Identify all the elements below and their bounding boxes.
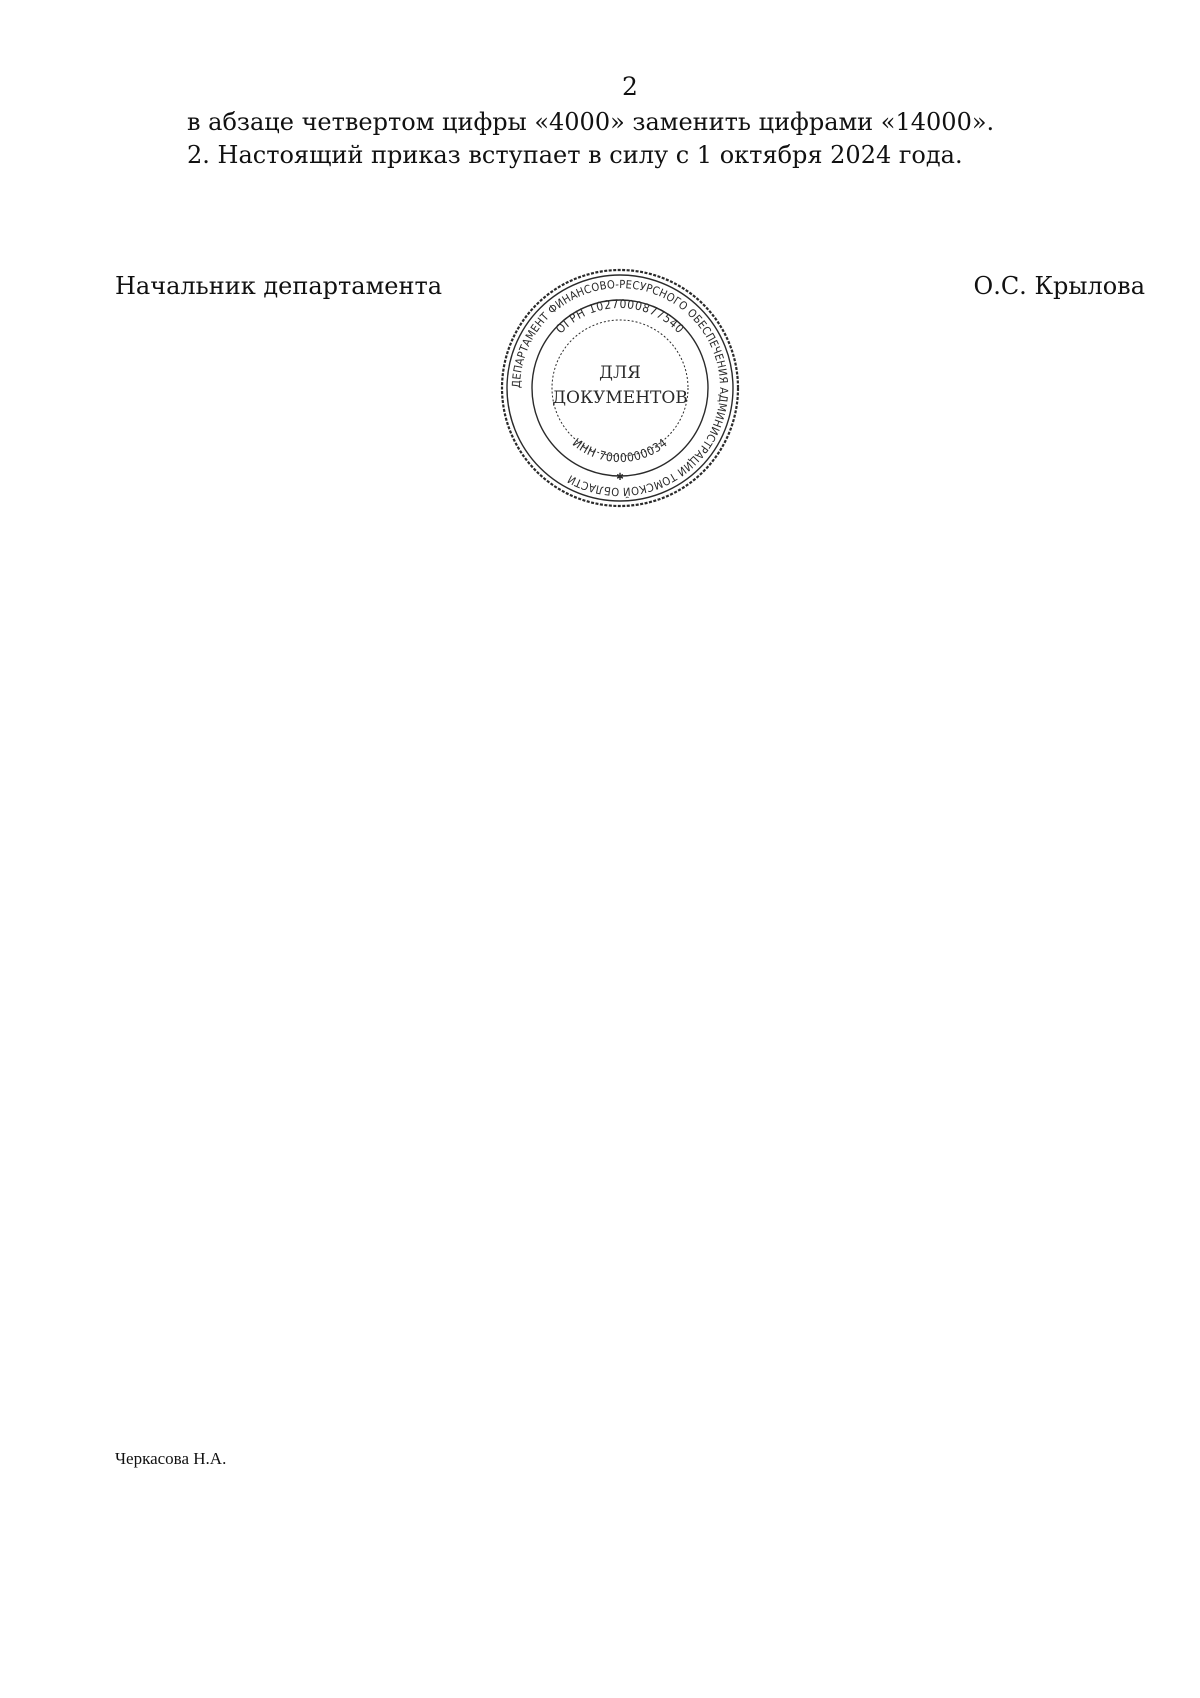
seal-center-line-2: ДОКУМЕНТОВ — [552, 388, 688, 408]
page-number: 2 — [622, 72, 638, 101]
seal-center-line-1: ДЛЯ — [599, 363, 641, 383]
official-seal-stamp — [498, 266, 742, 510]
paragraph-amendment: в абзаце четвертом цифры «4000» заменить цифрами «14000». — [187, 108, 995, 136]
paragraph-effective-date: 2. Настоящий приказ вступает в силу с 1 октября 2024 года. — [187, 141, 963, 169]
seal-outer-text: ДЕПАРТАМЕНТ ФИНАНСОВО-РЕСУРСНОГО ОБЕСПЕЧЕНИЯ АДМИНИСТРАЦИИ ТОМСКОЙ ОБЛАСТИ — [509, 277, 731, 499]
signatory-position: Начальник департамента — [115, 272, 443, 300]
seal-ogrn-text: ОГРН 1027000877540 — [552, 296, 688, 337]
seal-inn-text: ИНН 7000000034 — [569, 435, 671, 466]
executor-name: Черкасова Н.А. — [115, 1449, 227, 1468]
seal-star: ✱ — [616, 472, 624, 483]
signatory-name: О.С. Крылова — [973, 272, 1145, 300]
